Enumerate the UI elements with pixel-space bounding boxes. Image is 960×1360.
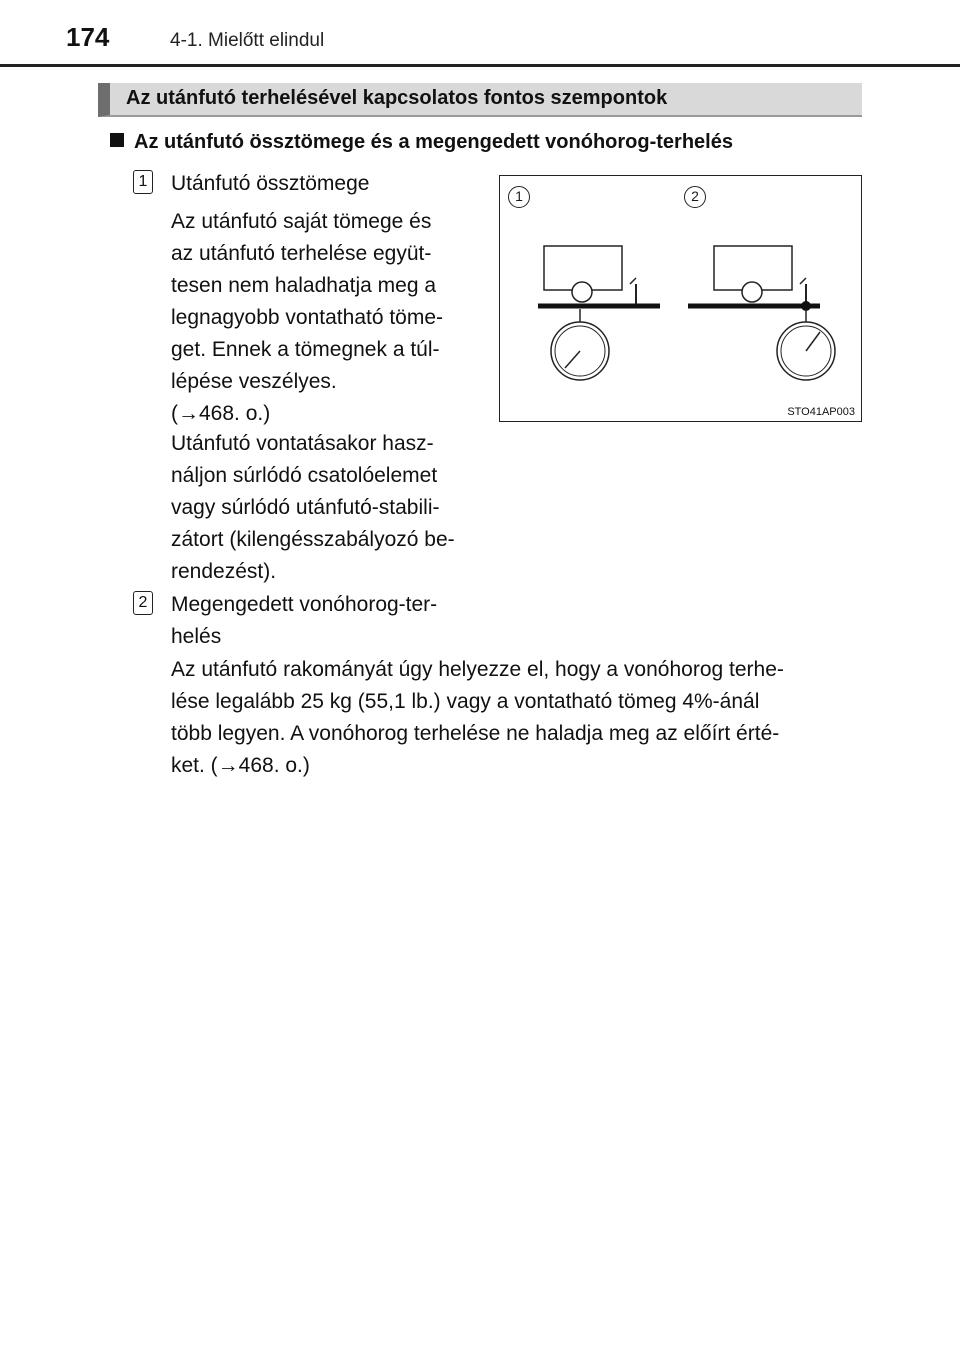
item-paragraph: Az utánfutó rakományát úgy helyezze el, hogy a vonóhorog terhe- lése legalább 25 kg (55,1 lb.) vagy a vontatható tömeg 4%-ánál több legyen. A vonóhorog terhelése ne haladja meg az előírt érté- ket. (→468. o.): [171, 658, 784, 777]
header-divider: [0, 64, 960, 67]
item-paragraph: Utánfutó vontatásakor hasz- náljon súrlódó csatolóelemet vagy súrlódó utánfutó-stabili- zátort (kilengésszabályozó be- rendezést).: [171, 432, 455, 583]
item-title: Megengedett vonóhorog-ter- helés: [171, 593, 438, 648]
tongue-weight-illustration: [499, 175, 862, 422]
figure-code: STO41AP003: [787, 406, 855, 418]
item-number-badge: 2: [133, 591, 153, 615]
subsection-heading: [110, 131, 733, 154]
subsection-title: Az utánfutó össztömege és a megengedett vonóhorog-terhelés: [134, 131, 733, 153]
figure-label-1: 1: [508, 186, 530, 208]
item-title: Utánfutó össztömege: [171, 172, 370, 195]
section-title: Az utánfutó terhelésével kapcsolatos fontos szempontok: [126, 87, 668, 109]
figure-label-2: 2: [684, 186, 706, 208]
chapter-title: 4-1. Mielőtt elindul: [170, 30, 325, 51]
page-number: 174: [66, 22, 110, 52]
square-bullet-icon: [110, 133, 124, 147]
item-paragraph: Az utánfutó saját tömege és az utánfutó terhelése együt- tesen nem haladhatja meg a legnagyobb vontatható töme- get. Ennek a tömegnek a túl- lépése veszélyes. (→468. o.): [171, 210, 444, 425]
item-number-badge: 1: [133, 170, 153, 194]
illustration-drawing: [500, 176, 863, 423]
section-banner: [98, 83, 862, 117]
